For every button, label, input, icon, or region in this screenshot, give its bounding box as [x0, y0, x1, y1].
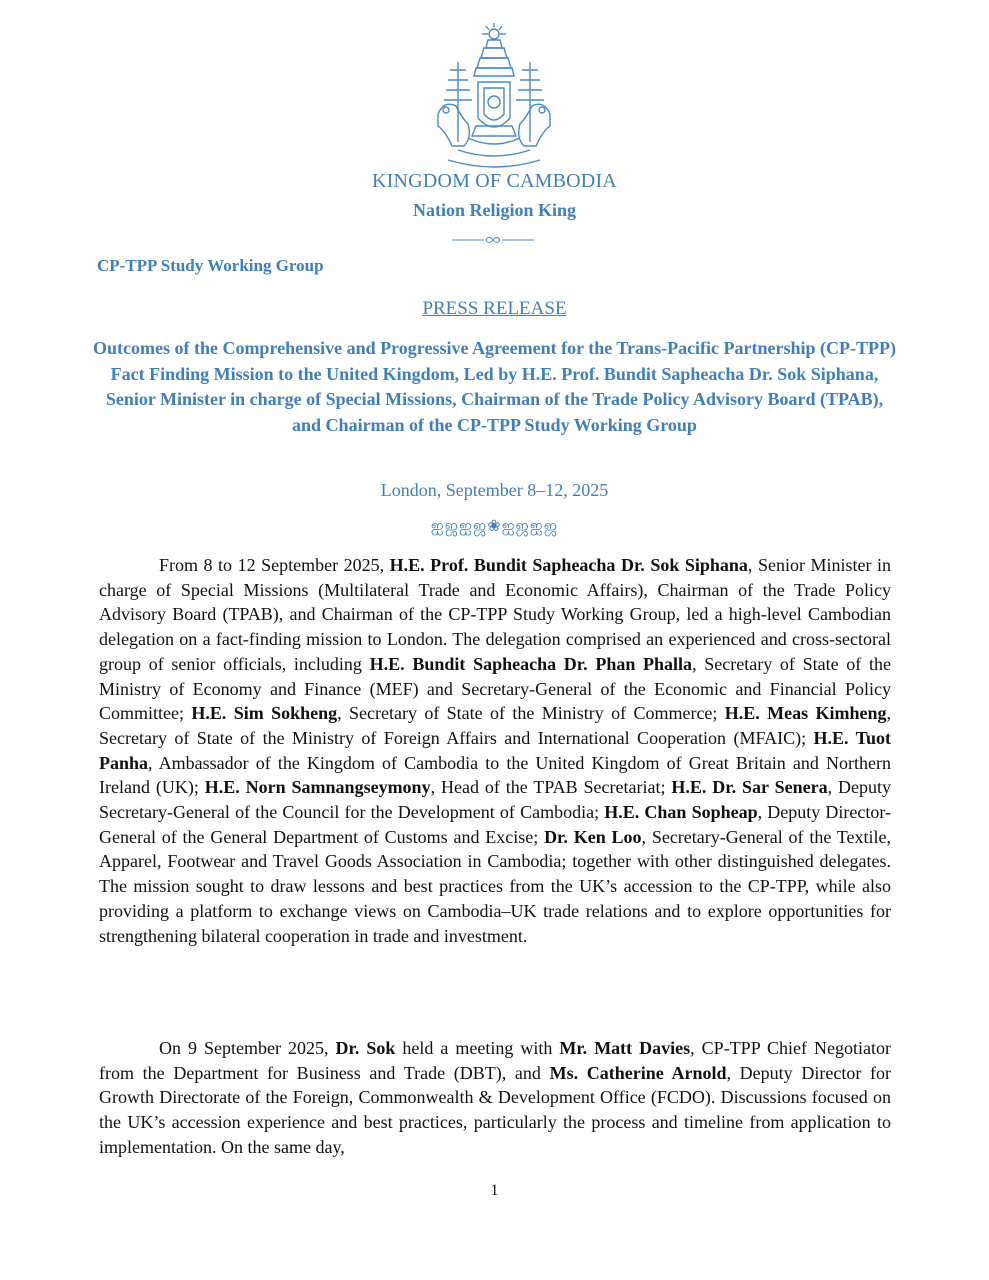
text-run: , Secretary of State of the Ministry of Foreign Affairs and International Cooperation (MFAIC);: [99, 703, 892, 748]
body-paragraph-1: [99, 553, 891, 948]
bold-name: H.E. Sim Sokheng: [191, 703, 338, 724]
text-run: On 9 September 2025,: [159, 1038, 336, 1058]
press-release-title: PRESS RELEASE: [422, 298, 567, 319]
text-run: held a meeting with: [395, 1038, 560, 1058]
kingdom-heading: KINGDOM OF CAMBODIA: [372, 170, 617, 192]
royal-coat-of-arms-emblem: [428, 22, 560, 174]
text-run: , CP-TPP Chief Negotiator from the Department for Business and Trade (DBT), and: [99, 1038, 892, 1083]
bold-name: H.E. Meas Kimheng: [724, 703, 887, 724]
ornament-divider: ஐஜஐஜ❀ஐஜஐஜ: [430, 518, 559, 535]
dateline: London, September 8–12, 2025: [380, 480, 609, 500]
text-run: From 8 to 12 September 2025,: [159, 555, 390, 575]
text-run: , Deputy Director-General of the General Department of Customs and Excise;: [99, 802, 892, 847]
press-release-headline: Outcomes of the Comprehensive and Progressive Agreement for the Trans-Pacific Partnership (CP-TPP) Fact Finding Mission to the United Kingdom, Led by H.E. Prof. Bundit Sapheacha Dr. Sok Siphana, Senior Minister in charge of Special Missions, Chairman of the Trade Policy Advisory Board (TPAB), and Chairman of the CP-TPP Study Working Group: [92, 338, 897, 435]
page-number: 1: [490, 1182, 499, 1199]
text-run: , Deputy Secretary-General of the Council for the Development of Cambodia;: [99, 777, 891, 823]
text-run: , Secretary-General of the Textile, Apparel, Footwear and Travel Goods Association in Cambodia; together with other distinguished delegates. The mission sought to draw lessons and best practices from the UK’s accession to the CP-TPP, while also providing a platform to exchange views on Cambodia–UK trade relations and to explore opportunities for strengthening bilateral cooperation in trade and investment.: [99, 826, 892, 946]
bold-name: H.E. Norn Samnangseymony: [204, 777, 431, 798]
text-run: , Secretary of State of the Ministry of Commerce;: [337, 703, 725, 724]
text-run: , Deputy Director for Growth Directorate of the Foreign, Commonwealth & Development Office (FCDO). Discussions focused on the UK’s accession experience and best practices, particularly the process and timeline from application to implementation. On the same day,: [99, 1062, 891, 1157]
text-run: , Ambassador of the Kingdom of Cambodia to the United Kingdom of Great Britain and Northern Ireland (UK);: [99, 752, 891, 798]
bold-name: H.E. Bundit Sapheacha Dr. Phan Phalla: [369, 653, 693, 674]
body-paragraph-2: [99, 1036, 891, 1160]
working-group-label: CP-TPP Study Working Group: [97, 256, 324, 275]
text-run: , Secretary of State of the Ministry of Economy and Finance (MEF) and Secretary-General of the Economic and Financial Policy Committee;: [99, 653, 891, 724]
bold-name: H.E. Dr. Sar Senera: [671, 777, 828, 798]
text-run: , Senior Minister in charge of Special Missions (Multilateral Trade and Economic Affairs), Chairman of the Trade Policy Advisory Board (TPAB), and Chairman of the CP-TPP Study Working Group, led a high-level Cambodian delegation on a fact-finding mission to London. The delegation comprised an experienced and cross-sectoral group of senior officials, including: [99, 555, 891, 674]
text-run: , Head of the TPAB Secretariat;: [430, 777, 672, 798]
bold-name: Dr. Ken Loo: [544, 826, 642, 847]
bold-name: Ms. Catherine Arnold: [549, 1062, 727, 1083]
bold-name: H.E. Tuot Panha: [99, 727, 891, 773]
sunburst-crest: [482, 23, 506, 39]
bold-name: Mr. Matt Davies: [559, 1038, 691, 1058]
bold-name: H.E. Prof. Bundit Sapheacha Dr. Sok Siphana: [389, 555, 748, 575]
bold-name: H.E. Chan Sopheap: [604, 802, 758, 823]
bold-name: Dr. Sok: [335, 1038, 396, 1058]
national-motto: Nation Religion King: [412, 200, 577, 220]
decorative-divider: [452, 234, 534, 246]
